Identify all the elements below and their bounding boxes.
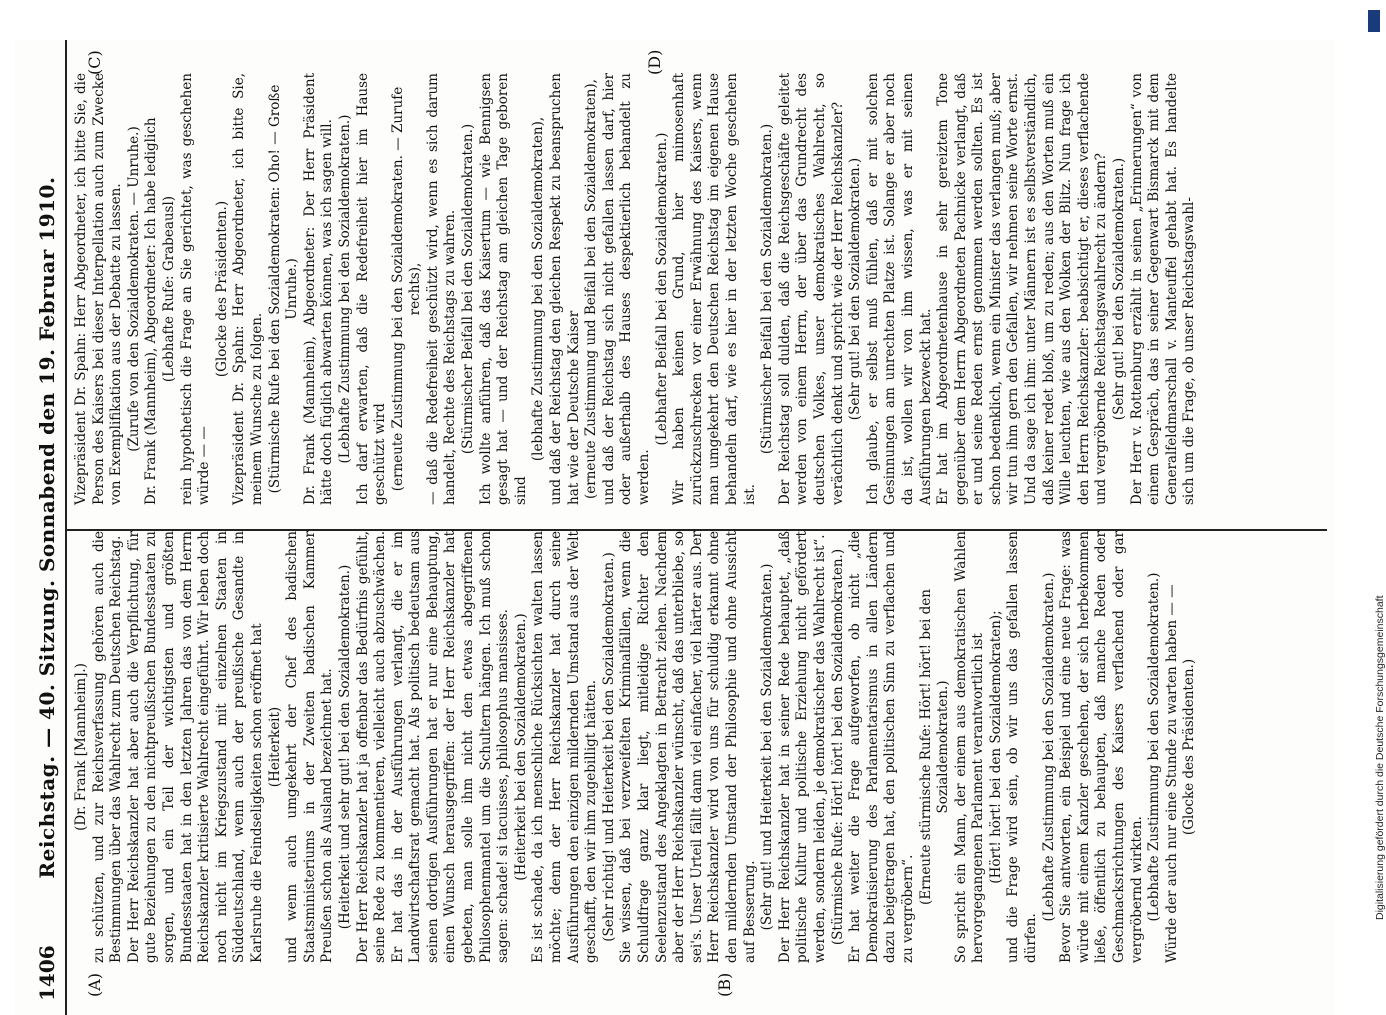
paragraph: Vizepräsident Dr. Spahn: Herr Abgeordneter, ich bitte Sie, meinem Wunsche zu folgen. bbox=[231, 73, 265, 505]
page-header bbox=[15, 40, 65, 1015]
paragraph: Der Herr Reichskanzler hat ja offenbar das Bedürfnis gefühlt, seine Rede zu kommentieren, vielleicht auch abzuschwächen. Er hat das in der Ausführungen verlangt, die er im Landwirtschaftsrat gemacht hat. Als politisch bedeutsam aus seinen dortigen Ausführungen hat er nur eine Behauptung, einen Wunsch herausgegriffen: der Herr Reichskanzler hat gebeten, man solle ihm nicht den etwas abgegriffenen Philosophenmantel um die Schultern hängen. Ich muß schon sagen: schade! si tacuisses, philosophus mansisses. bbox=[354, 531, 512, 963]
left-column bbox=[73, 531, 1199, 963]
paragraph: Ich glaube, er selbst muß fühlen, daß er mit solchen Gesinnungen am unrechten Platze ist. Solange er aber noch da ist, wollen wir von ihm wissen, was er mit seinen Ausführungen bezweckt hat. bbox=[864, 73, 934, 505]
margin-marker-a: (A) bbox=[85, 972, 104, 997]
dfg-logo bbox=[1368, 10, 1380, 32]
interjection: (Stürmische Rufe: Hört! hört! bei den Sozialdemokraten.) bbox=[829, 548, 846, 946]
page-number: 1406 bbox=[35, 945, 59, 1001]
paragraph: Er hat weiter die Frage aufgeworfen, ob nicht „die Demokratisierung des Parlamentarismus in allen Ländern dazu beigetragen hat, den politischen Sinn zu verflachen und zu vergröbern“. bbox=[847, 531, 916, 963]
document-page bbox=[15, 40, 1335, 1015]
credit-text: Digitalisierung gefördert durch die Deutsche Forschungsgemeinschaft bbox=[1374, 595, 1386, 920]
interjection: (erneute Zustimmung bei den Sozialdemokraten. — Zurufe rechts), bbox=[389, 86, 424, 492]
paragraph: Es ist schade, da ich menschliche Rücksichten walten lassen möchte; denn der Herr Reichskanzler hat durch seine Ausführungen den einzigen mildernden Umstand aus der Welt geschafft, den wir ihm zugebilligt hätten. bbox=[530, 531, 600, 963]
paragraph: Der Herr v. Rottenburg erzählt in seinen „Erinnerungen“ von einem Gespräch, das in seiner Gegenwart Bismarck mit dem Generalfeldmarschall v. Manteuffel gehabt hat. Es handelte sich um die Frage, ob unser Reichstagswahl- bbox=[1128, 73, 1198, 505]
paragraph: Dr. Frank (Mannheim), Abgeordneter: Ich habe lediglich bbox=[143, 117, 160, 505]
paragraph: Würde der auch nur eine Stunde zu warten haben — — bbox=[1163, 584, 1180, 963]
page-title: Reichstag. — 40. Sitzung. Sonnabend den 19. Februar 1910. bbox=[35, 176, 59, 879]
paragraph: und die Frage wird sein, ob wir uns das gefallen lassen dürfen. bbox=[1005, 531, 1040, 963]
margin-marker-d: (D) bbox=[645, 49, 664, 75]
margin-marker-b: (B) bbox=[715, 972, 734, 997]
paragraph: Der Herr Reichskanzler hat in seiner Rede behauptet, „daß politische Kultur und politische Erziehung nicht gefördert werden, sondern leiden, je demokratischer das Wahlrecht ist“. bbox=[776, 531, 828, 963]
interjection: (Erneute stürmische Rufe: Hört! hört! bei den Sozialdemokraten.) bbox=[917, 589, 952, 905]
interjection: (Sehr gut! und Heiterkeit bei den Sozialdemokraten.) bbox=[759, 563, 776, 931]
interjection: (Dr. Frank [Mannheim].) bbox=[73, 663, 89, 831]
paragraph: Vizepräsident Dr. Spahn: Herr Abgeordneter, ich bitte Sie, die Person des Kaisers bei dieser Interpellation auch zum Zwecke von Exemplifikation aus der Debatte zu lassen. bbox=[73, 73, 125, 505]
interjection: (Lebhafte Rufe: Grabeausl) bbox=[160, 195, 177, 383]
right-column bbox=[73, 73, 1199, 505]
paragraph: Wir haben keinen Grund, hier mimosenhaft zurückzuschrecken vor einer Erwähnung des Kaisers, wenn man umgekehrt den Deutschen Reichstag im eigenen Hause behandeln darf, wie es hier in der letzten Woche geschehen ist. bbox=[671, 73, 758, 505]
paragraph: So spricht ein Mann, der einem aus demokratischen Wahlen hervorgegangenen Parlament verantwortlich ist bbox=[952, 531, 987, 963]
header-rule bbox=[65, 40, 67, 1015]
interjection: (Hört! hört! bei den Sozialdemokraten); bbox=[987, 610, 1004, 884]
paragraph: rein hypothetisch die Frage an Sie gerichtet, was geschehen würde — — bbox=[178, 73, 213, 505]
interjection: (Heiterkeit) bbox=[266, 706, 283, 788]
paragraph: — daß die Redefreiheit geschützt wird, wenn es sich darum handelt, Rechte des Reichstags zu wahren. bbox=[424, 73, 459, 505]
interjection: (Sehr gut! bei den Sozialdemokraten.) bbox=[847, 157, 864, 421]
paragraph: Ich darf erwarten, daß die Redefreiheit hier im Hause geschützt wird bbox=[354, 73, 389, 505]
interjection: (Sehr gut! bei den Sozialdemokraten.) bbox=[1111, 157, 1128, 421]
paragraph: und daß der Reichstag sich nicht gefallen lassen darf, hier oder außerhalb des Hauses despektierlich behandelt zu werden. bbox=[600, 73, 652, 505]
paragraph: und daß der Reichstag den gleichen Respekt zu beanspruchen hat wie der Deutsche Kaiser bbox=[548, 73, 582, 505]
interjection: (lebhafte Zustimmung bei den Sozialdemokraten), bbox=[530, 116, 547, 462]
paragraph: Der Herr Reichskanzler hat aber auch die Verpflichtung, für gute Beziehungen zu den nichtpreußischen Bundesstaaten zu sorgen, und ein Teil der wichtigsten und größten Bundesstaaten hat in den letzten Jahren das von dem Herrn Reichskanzler kritisierte Wahlrecht eingeführt. Wir leben doch noch nicht im Kriegszustand mit einzelnen Staaten in Süddeutschland, wenn auch der preußische Gesandte in Karlsruhe die Feindseligkeiten schon eröffnet hat bbox=[125, 531, 265, 963]
paragraph: Er hat im Abgeordnetenhause in sehr gereiztem Tone gegenüber dem Herrn Abgeordneten Pachnicke verlangt, daß er und seine Reden ernst genommen werden sollten. Es ist schon bedenklich, wenn ein Minister das verlangen muß; aber wir tun ihm gern den Gefallen, wir nehmen seine Worte ernst. Und da sage ich ihm: unter Männern ist es selbstverständlich, daß keiner redet bloß, um zu reden; aus den Worten muß ein Wille leuchten, wie aus den Wolken der Blitz. Nun frage ich den Herrn Reichskanzler: beabsichtigt er, dieses verflachende und vergröbernde Reichstagswahlrecht zu ändern? bbox=[935, 73, 1110, 505]
interjection: (Lebhafte Zustimmung bei den Sozialdemokraten.) bbox=[336, 114, 353, 464]
paragraph: und wenn auch umgekehrt der Chef des badischen Staatsministeriums in der Zweiten badischen Kammer Preußen schon als Ausland bezeichnet hat. bbox=[284, 531, 336, 963]
interjection: (erneute Zustimmung und Beifall bei den Sozialdemokraten), bbox=[583, 79, 600, 499]
interjection: (Stürmischer Beifall bei den Sozialdemokraten.) bbox=[460, 123, 477, 455]
paragraph: Sie wissen, daß bei verzweifelten Kriminalfällen, wenn die Schuldfrage ganz klar liegt, mitleidige Richter den Seelenzustand des Angeklagten in Betracht ziehen. Nachdem aber der Herr Reichskanzler wünscht, daß das unterbliebe, so sei's. Unser Urteil fällt dann viel einfacher, viel härter aus. Der Herr Reichskanzler wird von uns für schuldig erkannt ohne den mildernden Umstand der Philosophie und ohne Aussicht auf Besserung. bbox=[618, 531, 758, 963]
interjection: (Stürmischer Beifall bei den Sozialdemokraten.) bbox=[759, 123, 776, 455]
paragraph: zu schützen, und zur Reichsverfassung gehören auch die Bestimmungen über das Wahlrecht zum Deutschen Reichstag. bbox=[90, 531, 125, 963]
interjection: (Zurufe von den Sozialdemokraten. — Unruhe.) bbox=[125, 126, 142, 452]
interjection: (Glocke des Präsidenten.) bbox=[1181, 658, 1198, 836]
interjection: (Sehr richtig! und Heiterkeit bei den Sozialdemokraten.) bbox=[600, 552, 617, 942]
digitization-credit bbox=[1360, 100, 1386, 920]
interjection: (Glocke des Präsidenten.) bbox=[213, 200, 230, 378]
interjection: (Lebhafter Beifall bei den Sozialdemokraten.) bbox=[653, 132, 670, 446]
interjection: (Lebhafte Zustimmung bei den Sozialdemokraten.) bbox=[1040, 572, 1057, 922]
paragraph: Dr. Frank (Mannheim), Abgeordneter: Der Herr Präsident hätte doch füglich abwarten können, was ich sagen will. bbox=[301, 73, 336, 505]
interjection: (Heiterkeit bei den Sozialdemokraten.) bbox=[512, 613, 529, 881]
interjection: (Stürmische Rufe bei den Sozialdemokraten: Oho! — Große Unruhe.) bbox=[266, 84, 301, 494]
paragraph: Der Reichstag soll dulden, daß die Reichsgeschäfte geleitet werden von einem Herrn, der über das Grundrecht des deutschen Volkes, unser demokratisches Wahlrecht, so verächtlich denkt und spricht wie der Herr Reichskanzler? bbox=[776, 73, 846, 505]
paragraph: Ich wollte anführen, daß das Kaisertum — wie Bennigsen gesagt hat — und der Reichstag am gleichen Tage geboren sind bbox=[477, 73, 529, 505]
paragraph: Bevor Sie antworten, ein Beispiel und eine neue Frage: was würde mit einem Kanzler geschehen, der sich herbekommen ließe, öffentlich zu behaupten, daß manche Reden oder Geschmacksrichtungen des Kaisers verflachend oder gar vergröbernd wirkten. bbox=[1058, 531, 1145, 963]
margin-marker-c: (C) bbox=[85, 50, 104, 75]
interjection: (Lebhafte Zustimmung bei den Sozialdemokraten.) bbox=[1146, 572, 1163, 922]
interjection: (Heiterkeit und sehr gut! bei den Sozialdemokraten.) bbox=[336, 564, 353, 930]
